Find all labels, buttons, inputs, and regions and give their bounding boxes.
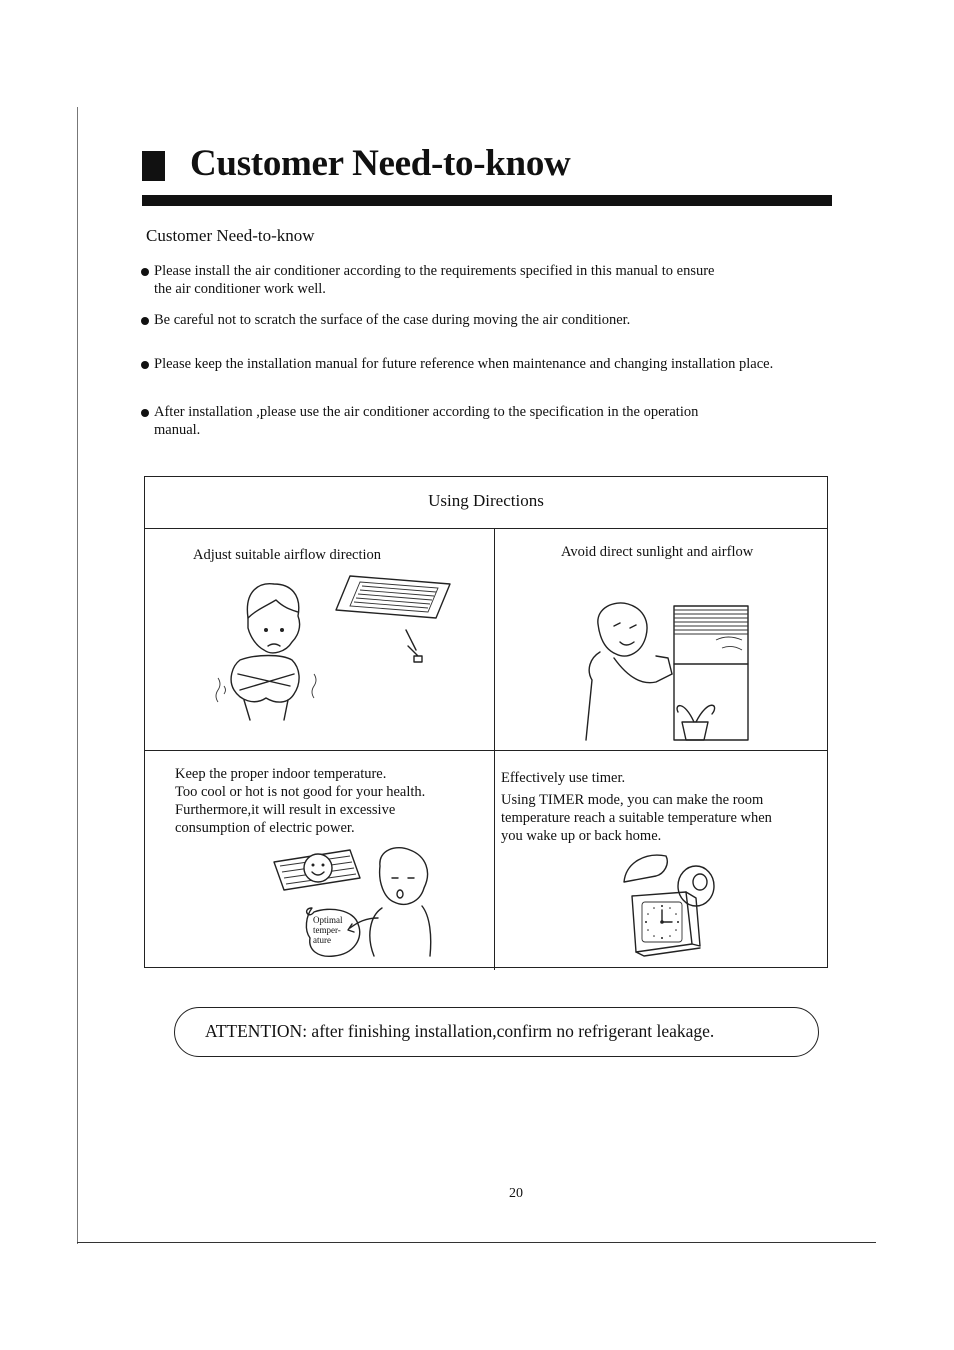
bullet-dot-icon (141, 409, 149, 417)
cell-timer-line: Using TIMER mode, you can make the room (501, 792, 764, 808)
cell-timer-line: temperature reach a suitable temperature when (501, 810, 772, 826)
cell-timer-text (501, 769, 772, 845)
speech-bubble-text (313, 915, 343, 945)
attention-text: ATTENTION: after finishing installation,confirm no refrigerant leakage. (205, 1021, 715, 1041)
title-square-marker (142, 151, 165, 181)
cell-temperature-line: Too cool or hot is not good for your health. (175, 784, 426, 800)
cell-temperature-line: Keep the proper indoor temperature. (175, 766, 387, 782)
cell-timer-line: Effectively use timer. (501, 770, 626, 786)
page-number: 20 (509, 1186, 523, 1201)
bullet-line: manual. (154, 422, 201, 438)
bullet-line: Be careful not to scratch the surface of the case during moving the air conditioner. (154, 312, 631, 328)
bullet-line: Please keep the installation manual for future reference when maintenance and changing installation place. (154, 356, 774, 372)
speech-bubble-line: ature (313, 935, 331, 945)
table-column-divider (494, 528, 495, 970)
bullet-line: After installation ,please use the air conditioner according to the specification in the operation (154, 404, 699, 420)
speech-bubble-line: temper- (313, 925, 341, 935)
cold-person-airflow-illustration (210, 570, 460, 730)
bullet-line: the air conditioner work well. (154, 281, 326, 297)
bullet-item (141, 311, 630, 329)
bullet-item (141, 355, 773, 373)
bullet-dot-icon (141, 361, 149, 369)
happy-ac-and-person-illustration (270, 846, 440, 961)
bullet-item (141, 262, 715, 298)
alarm-clock-icon (620, 852, 720, 957)
bullet-dot-icon (141, 317, 149, 325)
table-row-divider (144, 750, 828, 751)
bullet-line: Please install the air conditioner according to the requirements specified in this manual to ensure (154, 263, 715, 279)
cell-sunlight-caption: Avoid direct sunlight and airflow (561, 544, 754, 560)
table-header-divider (144, 528, 828, 529)
cell-temperature-line: Furthermore,it will result in excessive (175, 802, 396, 818)
section-heading: Customer Need-to-know (146, 226, 315, 245)
table-header-title: Using Directions (428, 491, 544, 510)
page-title: Customer Need-to-know (190, 143, 571, 184)
left-margin-rule (77, 107, 78, 1244)
bullet-item (141, 403, 698, 439)
speech-bubble-line: Optimal (313, 915, 343, 925)
cell-airflow-caption: Adjust suitable airflow direction (193, 547, 382, 563)
cell-temperature-line: consumption of electric power. (175, 820, 355, 836)
person-closing-blinds-illustration (584, 600, 764, 745)
title-underline-bar (142, 195, 832, 206)
cell-timer-line: you wake up or back home. (501, 828, 662, 844)
bottom-margin-rule (77, 1242, 876, 1243)
bullet-dot-icon (141, 268, 149, 276)
cell-temperature-text (175, 765, 425, 837)
